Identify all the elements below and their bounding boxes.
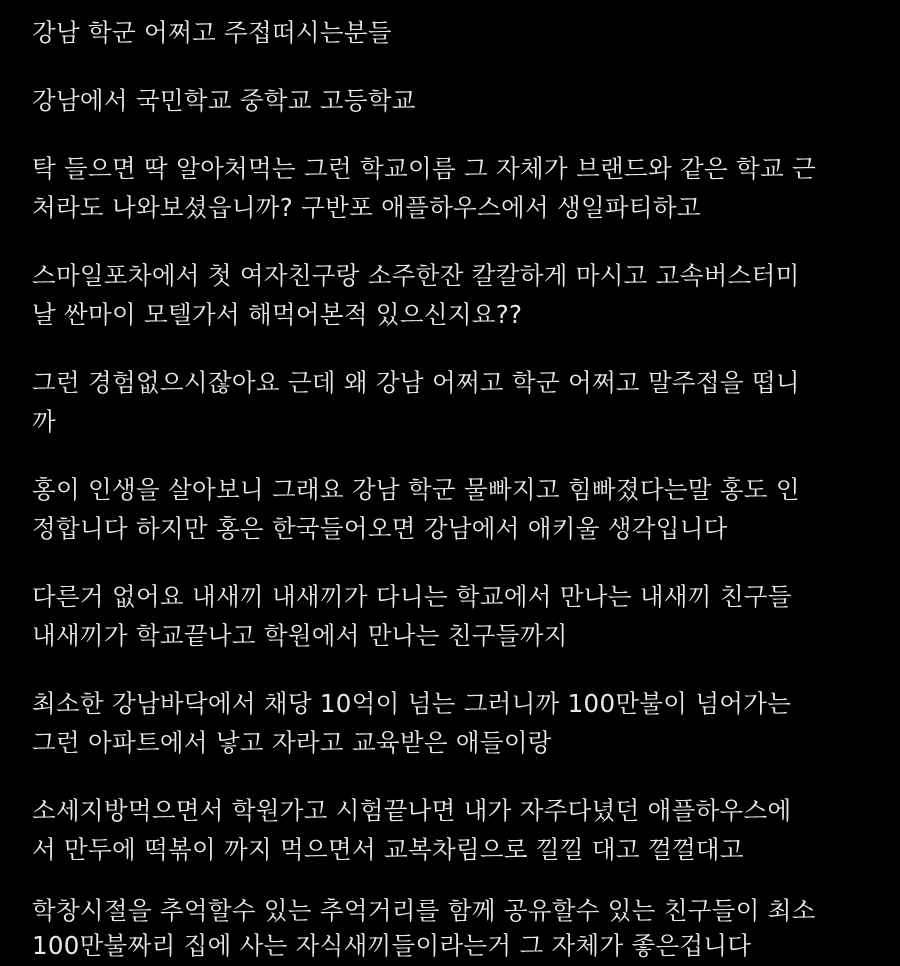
text-line: 강남에서 국민학교 중학교 고등학교 bbox=[32, 86, 416, 115]
text-line: 그런 경험없으시잖아요 근데 왜 강남 어쩌고 학군 어쩌고 말주접을 떱니 bbox=[32, 368, 800, 397]
text-line: 스마일포차에서 첫 여자친구랑 소주한잔 칼칼하게 마시고 고속버스터미 bbox=[32, 261, 800, 290]
text-line: 날 싼마이 모텔가서 해먹어본적 있으신지요?? bbox=[32, 300, 523, 329]
text-line: 최소한 강남바닥에서 채당 10억이 넘는 그러니까 100만불이 넘어가는 bbox=[32, 689, 792, 718]
text-line: 정합니다 하지만 홍은 한국들어오면 강남에서 애키울 생각입니다 bbox=[32, 514, 728, 543]
text-line: 탁 들으면 딱 알아처먹는 그런 학교이름 그 자체가 브랜드와 같은 학교 근 bbox=[32, 154, 817, 183]
text-line: 까 bbox=[32, 407, 56, 436]
text-line: 서 만두에 떡볶이 까지 먹으면서 교복차림으로 낄낄 대고 껄껄대고 bbox=[32, 835, 744, 864]
text-line: 그런 아파트에서 낳고 자라고 교육받은 애들이랑 bbox=[32, 728, 552, 757]
text-line: 내새끼가 학교끝나고 학원에서 만나는 친구들까지 bbox=[32, 621, 568, 650]
text-line: 100만불짜리 집에 사는 자식새끼들이라는거 그 자체가 좋은겁니다 bbox=[32, 931, 752, 960]
text-line: 홍이 인생을 살아보니 그래요 강남 학군 물빠지고 힘빠졌다는말 홍도 인 bbox=[32, 475, 800, 504]
text-line: 처라도 나와보셨읍니까? 구반포 애플하우스에서 생일파티하고 bbox=[32, 193, 701, 222]
text-line: 다른거 없어요 내새끼 내새끼가 다니는 학교에서 만나는 내새끼 친구들 bbox=[32, 582, 792, 611]
text-line: 소세지방먹으면서 학원가고 시험끝나면 내가 자주다녔던 애플하우스에 bbox=[32, 796, 792, 825]
text-line: 학창시절을 추억할수 있는 추억거리를 함께 공유할수 있는 친구들이 최소 bbox=[32, 896, 816, 925]
text-line: 강남 학군 어쩌고 주접떠시는분들 bbox=[32, 18, 392, 47]
